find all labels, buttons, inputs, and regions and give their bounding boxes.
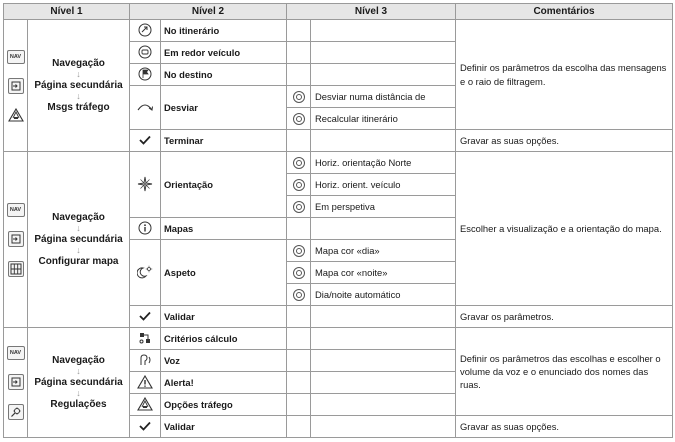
level3-option[interactable]: Em perspetiva (311, 196, 456, 218)
table-row (4, 152, 673, 174)
level1-step: Configurar mapa (38, 255, 119, 267)
level1-path-cell (28, 20, 130, 152)
day-night-icon (137, 265, 153, 279)
alert-triangle-icon (137, 375, 153, 389)
comment-cell: Gravar os parâmetros. (456, 306, 673, 328)
level3-option[interactable]: Recalcular itinerário (311, 108, 456, 130)
arrow-down-icon: ↓ (76, 244, 81, 255)
nav-button-icon: NAV (7, 346, 25, 360)
radio-option-icon (293, 267, 305, 279)
arrow-down-icon: ↓ (76, 90, 81, 101)
nav-button-icon: NAV (7, 203, 25, 217)
table-row (4, 20, 673, 42)
level2-option[interactable]: Opções tráfego (161, 394, 287, 416)
arrow-down-icon: ↓ (76, 222, 81, 233)
secondary-page-icon (8, 78, 24, 94)
arrow-down-icon: ↓ (76, 387, 81, 398)
level1-step: Navegação (52, 57, 105, 69)
checkmark-icon (139, 311, 151, 321)
radio-option-icon (293, 113, 305, 125)
header-row (4, 4, 673, 20)
level1-path-cell (28, 328, 130, 438)
detour-icon (137, 102, 153, 112)
level1-icons-cell (4, 152, 28, 328)
comment-cell: Escolher a visualização e a orientação do mapa. (456, 152, 673, 306)
level3-option[interactable]: Desviar numa distância de (311, 86, 456, 108)
level1-step: Navegação (52, 354, 105, 366)
level1-path-cell (28, 152, 130, 328)
map-settings-icon (8, 261, 24, 277)
level2-option[interactable]: Critérios cálculo (161, 328, 287, 350)
header-level2: Nível 2 (130, 4, 287, 20)
radio-option-icon (293, 289, 305, 301)
secondary-page-icon (8, 374, 24, 390)
level1-step: Página secundária (34, 233, 123, 245)
route-icon (138, 23, 152, 37)
level2-option[interactable]: Em redor veículo (161, 42, 287, 64)
level1-step: Página secundária (34, 376, 123, 388)
secondary-page-icon (8, 231, 24, 247)
navigation-menu-table (3, 3, 673, 438)
destination-flag-icon (138, 67, 152, 81)
car-around-icon (138, 45, 152, 59)
radio-option-icon (293, 157, 305, 169)
level2-option[interactable]: Validar (161, 416, 287, 438)
level1-icons-cell (4, 328, 28, 438)
level1-step: Regulações (50, 398, 107, 410)
level3-option[interactable]: Mapa cor «noite» (311, 262, 456, 284)
settings-gear-icon (8, 404, 24, 420)
comment-cell: Definir os parâmetros da escolha das mensagens e o raio de filtragem. (456, 20, 673, 130)
level3-option[interactable]: Mapa cor «dia» (311, 240, 456, 262)
level2-option[interactable]: Mapas (161, 218, 287, 240)
level2-option[interactable]: Orientação (161, 152, 287, 218)
level2-option[interactable]: No itinerário (161, 20, 287, 42)
radio-option-icon (293, 179, 305, 191)
radio-option-icon (293, 245, 305, 257)
comment-cell: Gravar as suas opções. (456, 416, 673, 438)
level1-step: Página secundária (34, 79, 123, 91)
level2-option[interactable]: Desviar (161, 86, 287, 130)
traffic-icon (137, 397, 153, 411)
criteria-icon (138, 331, 152, 345)
level3-option[interactable]: Horiz. orientação Norte (311, 152, 456, 174)
voice-icon (137, 353, 153, 367)
radio-option-icon (293, 91, 305, 103)
header-comments: Comentários (456, 4, 673, 20)
level1-step: Msgs tráfego (47, 101, 110, 113)
header-level1: Nível 1 (4, 4, 130, 20)
level1-step: Navegação (52, 211, 105, 223)
arrow-down-icon: ↓ (76, 365, 81, 376)
level1-icons-cell (4, 20, 28, 152)
table-row (4, 328, 673, 350)
level3-option[interactable]: Horiz. orient. veículo (311, 174, 456, 196)
level2-option[interactable]: No destino (161, 64, 287, 86)
arrow-down-icon: ↓ (76, 68, 81, 79)
traffic-messages-icon (8, 108, 24, 122)
level2-option[interactable]: Terminar (161, 130, 287, 152)
comment-cell: Gravar as suas opções. (456, 130, 673, 152)
level3-option[interactable]: Dia/noite automático (311, 284, 456, 306)
level2-option[interactable]: Voz (161, 350, 287, 372)
info-icon (138, 221, 152, 235)
level2-option[interactable]: Aspeto (161, 240, 287, 306)
compass-icon (137, 176, 153, 192)
radio-option-icon (293, 201, 305, 213)
checkmark-icon (139, 135, 151, 145)
level2-option[interactable]: Alerta! (161, 372, 287, 394)
nav-button-icon: NAV (7, 50, 25, 64)
level2-option[interactable]: Validar (161, 306, 287, 328)
comment-cell: Definir os parâmetros das escolhas e escolher o volume da voz e o enunciado dos nomes das ruas. (456, 328, 673, 416)
header-level3: Nível 3 (287, 4, 456, 20)
checkmark-icon (139, 421, 151, 431)
